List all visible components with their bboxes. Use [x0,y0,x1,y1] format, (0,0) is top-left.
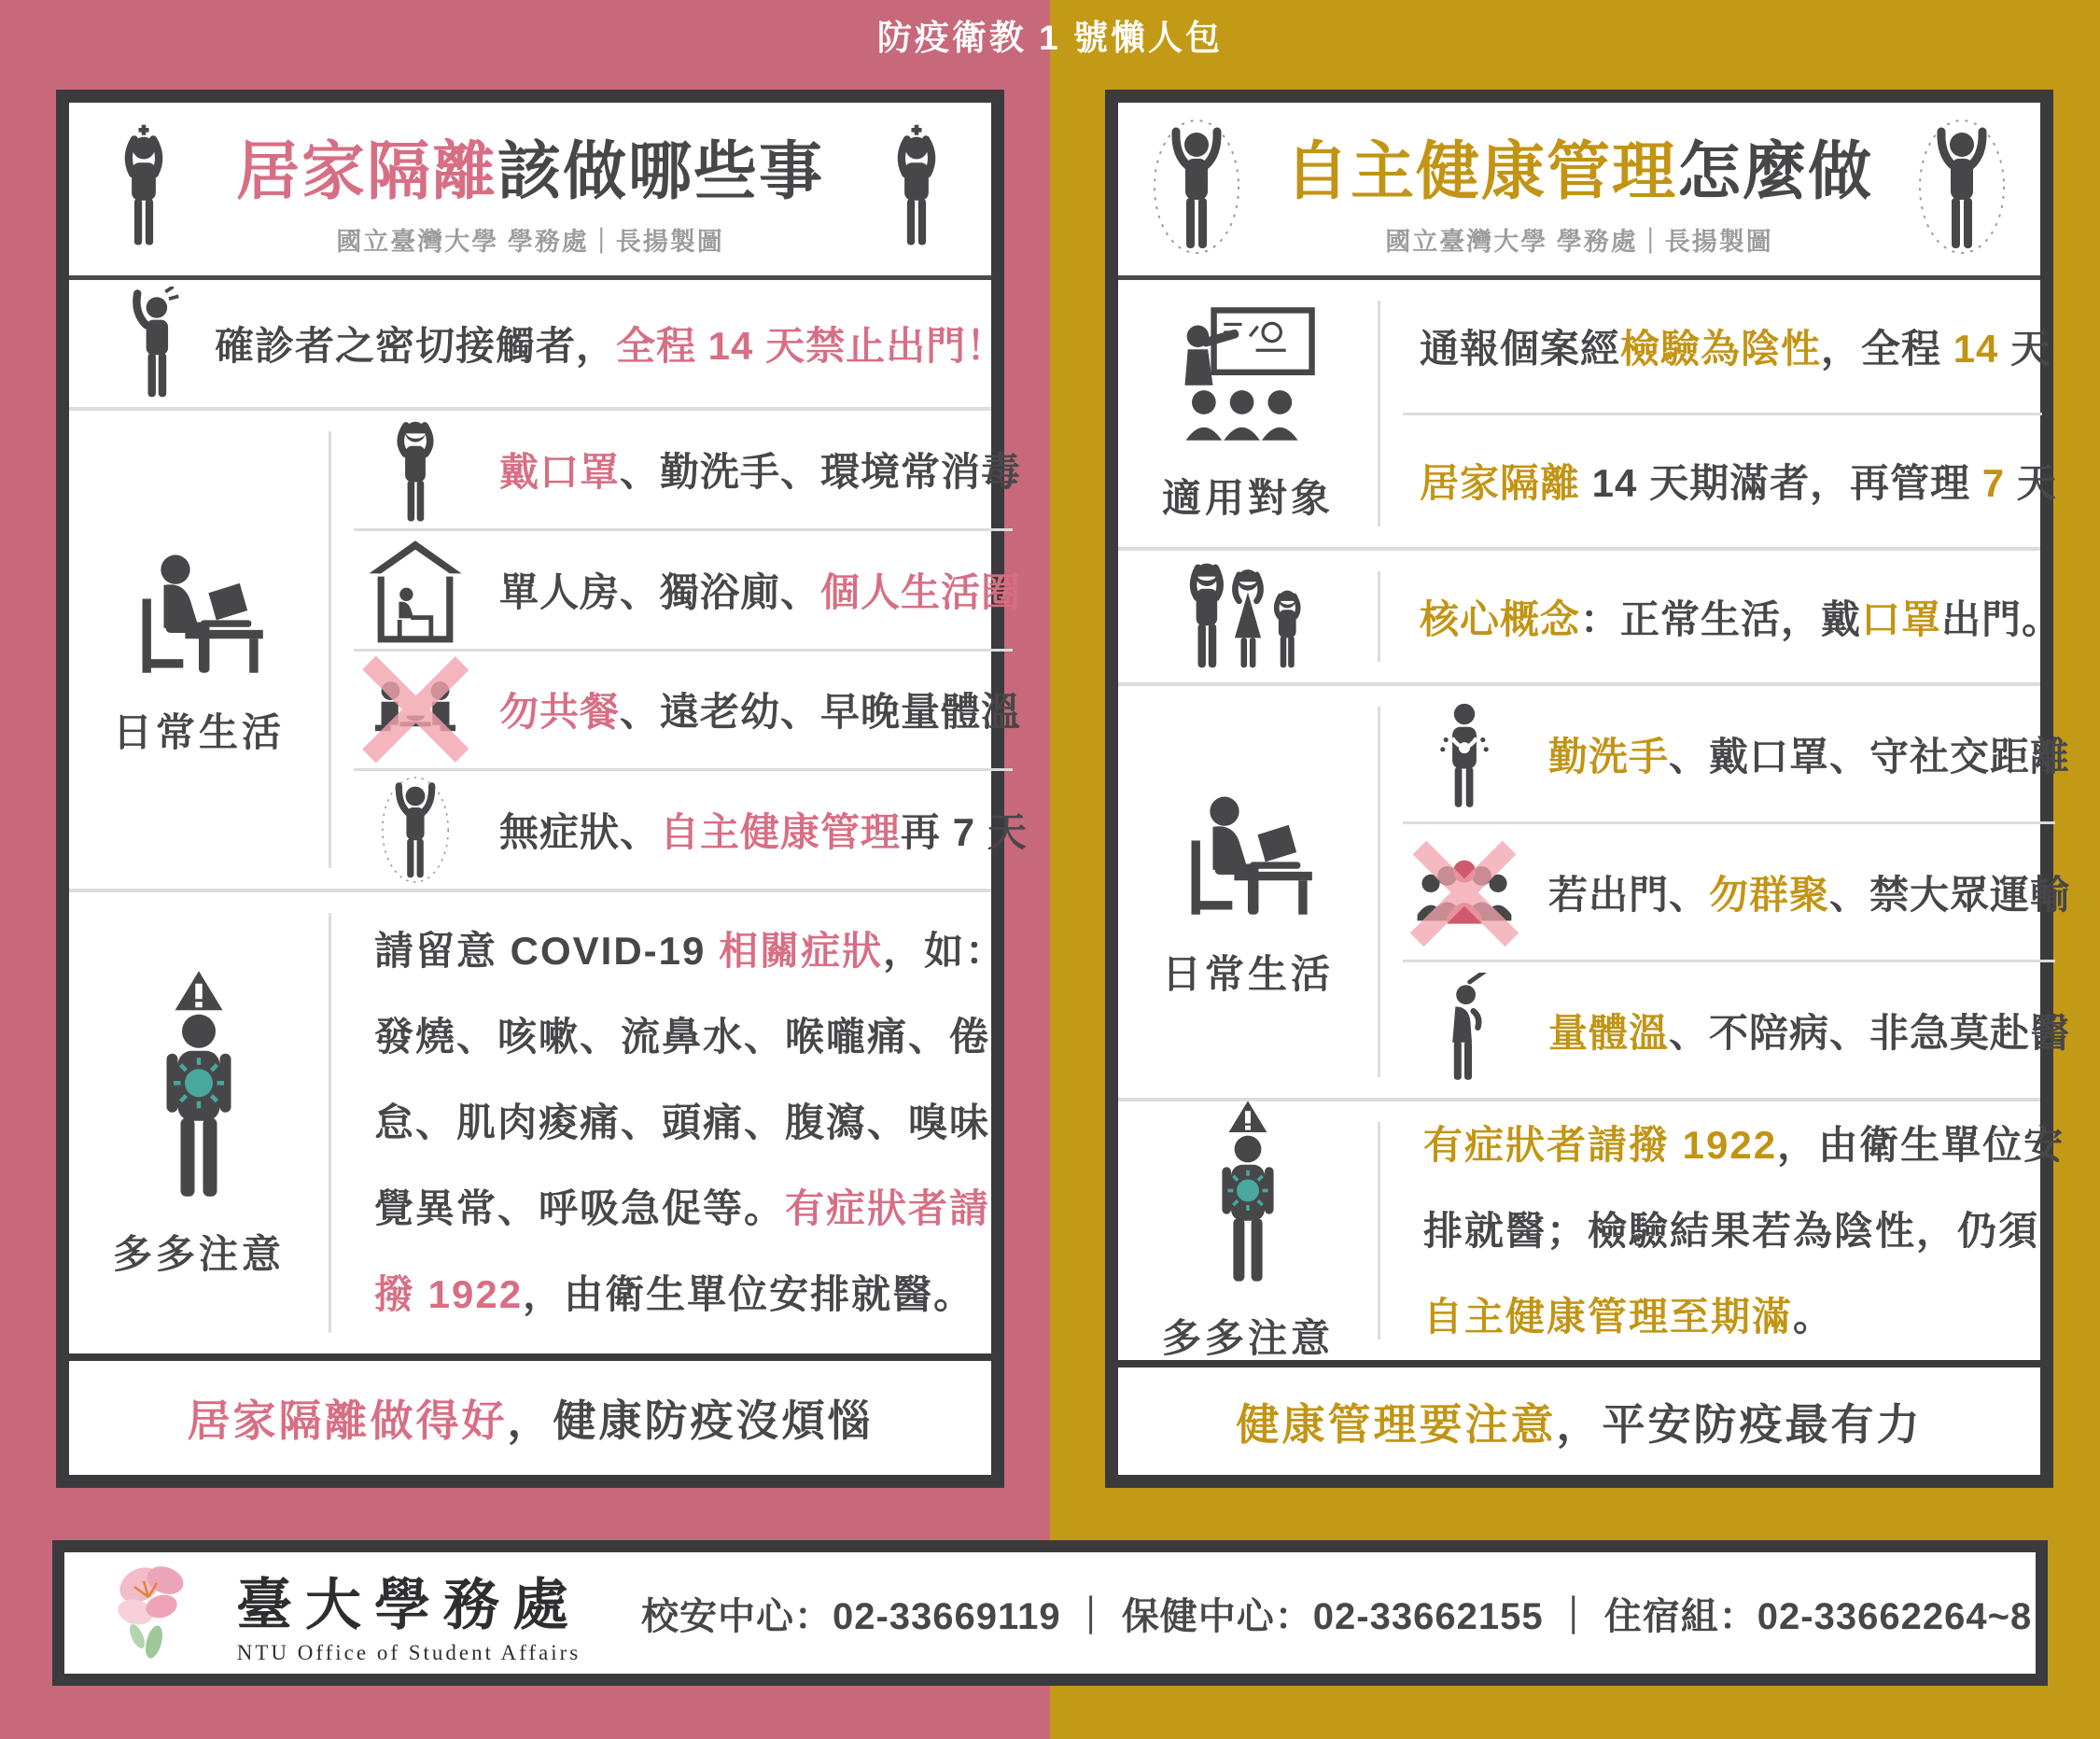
caution-label: 多多注意 [112,1231,285,1276]
reported-case-row-text: 通報個案經檢驗為陰性，全程 14 天 [1420,326,2051,371]
paragraph-line: 撥 1922，由衛生單位安排就醫。 [374,1272,975,1316]
warning-virus-person-icon [1192,1098,1304,1289]
contact-phone-numbers: 校安中心：02-33669119 ｜ 保健中心：02-33662155 ｜ 住宿組：02-33662264~8 [641,1595,2033,1637]
no-shared-meal-row-text: 勿共餐、遠老幼、早晚量體溫 [499,690,1022,735]
no-crowd-row [1380,824,2078,960]
hand-washing-person-icon [1405,696,1524,812]
right-panel-subtitle: 國立臺灣大學 學務處｜長揚製圖 [1385,227,1773,256]
core-concept-text: 核心概念：正常生活，戴口罩出門。 [1420,596,2063,641]
paragraph-line: 自主健康管理至期滿。 [1423,1294,1835,1339]
isolation-notice-row [69,280,1007,407]
mask-tying-person-icon [356,414,475,525]
self-health-row [331,771,1035,889]
azalea-flower-logo [98,1552,210,1674]
quarantine-expired-row-text: 居家隔離 14 天期滿者，再管理 7 天 [1420,461,2057,506]
isolation-notice-text: 確診者之密切接觸者，全程 14 天禁止出門！ [215,324,1007,368]
caution-section [69,892,1007,1353]
paragraph-line: 請留意 COVID-19 相關症狀，如： [374,929,1007,973]
self-health-row-text: 無症狀、自主健康管理再 7 天 [499,810,1028,855]
arms-up-person-icon [356,774,475,886]
ntu-osa-logo-subtitle: NTU Office of Student Affairs [236,1641,581,1664]
caution-label-right: 多多注意 [1161,1316,1334,1360]
self-health-management-panel [1105,90,2071,1488]
reported-case-row [1380,280,2065,413]
thermometer-person-icon [1405,973,1524,1088]
right-panel-title: 自主健康管理怎麼做 [1284,135,1874,207]
right-slogan: 健康管理要注意 ，平安防疫最有力 [1236,1399,1923,1449]
presentation-teacher-icon [1178,304,1318,449]
paragraph-line: 怠、肌肉痠痛、頭痛、腹瀉、嗅味 [374,1101,991,1144]
house-quarantine-icon [356,537,475,643]
raised-hand-person-icon [95,287,215,400]
no-shared-meal-icon [356,655,475,764]
core-concept-section [1118,551,2063,682]
target-label: 適用對象 [1161,475,1334,520]
left-panel-header [69,103,991,275]
arms-up-person-icon [1150,112,1243,266]
caution-section-right [1118,1101,2065,1360]
core-concept-row [1380,551,2069,682]
person-at-laptop-icon [1178,784,1318,925]
hands-on-head-person-icon [874,117,959,261]
no-shared-meal-row [331,652,1035,769]
wash-hands-row-text: 勤洗手、戴口罩、守社交距離 [1548,734,2071,778]
no-crowd-row-text: 若出門、勿群聚、禁大眾運輸 [1548,872,2071,917]
left-panel-title: 居家隔離該做哪些事 [235,135,825,207]
temperature-row [1380,962,2078,1098]
paragraph-line: 覺異常、呼吸急促等。有症狀者請 [374,1186,991,1230]
daily-life-label: 日常生活 [112,709,285,754]
page-title: 防疫衛教 1 號懶人包 [876,19,1224,57]
single-room-row-text: 單人房、獨浴廁、個人生活圈 [499,569,1022,614]
hands-on-head-person-icon [101,117,187,261]
slogan-divider [69,1353,991,1361]
covid-symptoms-paragraph [331,892,1006,1353]
left-panel-subtitle: 國立臺灣大學 學務處｜長揚製圖 [336,227,724,256]
person-at-laptop-icon [129,542,269,683]
home-isolation-panel [56,90,1028,1488]
right-panel-header [1118,103,2040,275]
left-slogan: 居家隔離做得好 ，健康防疫沒煩惱 [187,1396,874,1445]
footer-banner [52,1540,2048,1686]
warning-virus-person-icon [129,967,269,1205]
quarantine-expired-row [1380,415,2065,548]
paragraph-line: 排就醫；檢驗結果若為陰性，仍須 [1423,1208,2040,1253]
mask-row-text: 戴口罩、勤洗手、環境常消毒 [499,449,1022,494]
target-section [1118,280,2057,547]
single-room-row [331,531,1035,649]
temperature-row-text: 量體溫、不陪病、非急莫赴醫 [1548,1010,2071,1055]
mask-row [331,411,1035,528]
daily-life-section-right [1118,686,2071,1098]
paragraph-line: 有症狀者請撥 1922，由衛生單位安 [1423,1122,2065,1167]
ntu-osa-logo-title: 臺大學務處 [236,1575,581,1636]
symptom-instructions-paragraph [1380,1101,2065,1360]
no-crowd-icon [1405,836,1524,948]
paragraph-line: 發燒、咳嗽、流鼻水、喉嚨痛、倦 [374,1015,991,1059]
arms-up-person-icon [1915,112,2009,266]
masked-family-icon [1169,557,1327,676]
wash-hands-row [1380,686,2078,821]
daily-life-section [69,411,1028,889]
daily-life-label-right: 日常生活 [1161,952,1334,996]
slogan-divider [1118,1360,2040,1367]
